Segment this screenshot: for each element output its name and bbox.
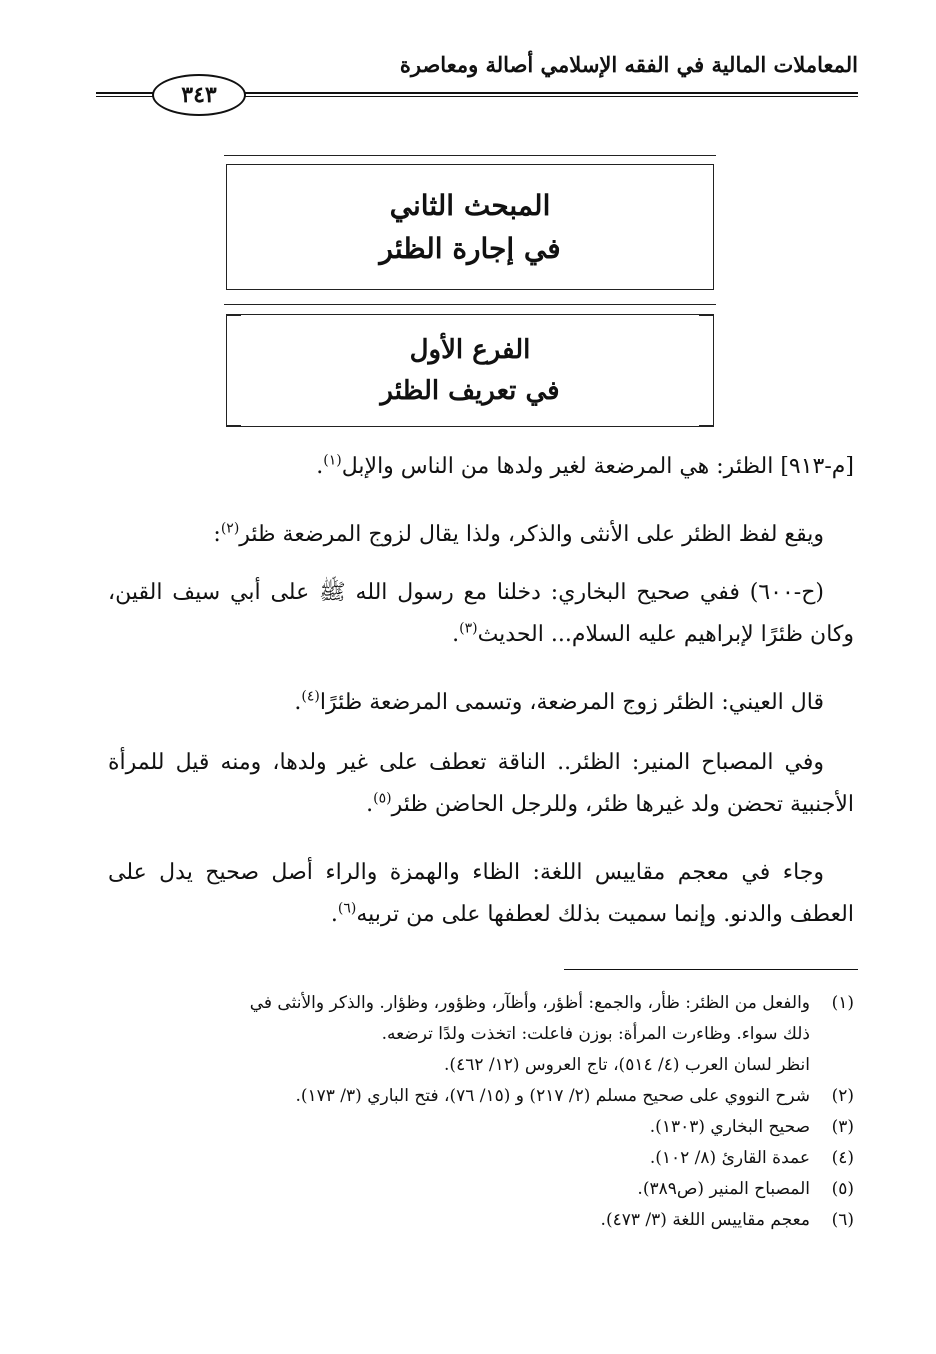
footnote-line: شرح النووي على صحيح مسلم (٢/ ٢١٧) و (١٥/ ٧٦)، فتح الباري (٣/ ١٧٣).	[295, 1086, 810, 1106]
chapter-title: المبحث الثاني	[389, 188, 551, 222]
paragraph-end: .	[316, 454, 324, 479]
paragraph-misbah	[108, 742, 854, 826]
footnote-number: (٤)	[831, 1148, 854, 1168]
paragraph-text: (ح-٦٠٠) ففي صحيح البخاري: دخلنا مع رسول الله ﷺ على أبي سيف القين، وكان ظئرًا لإبراهيم عليه السلام... الحديث	[108, 580, 854, 647]
footnote-ref: (١)	[323, 452, 342, 469]
paragraph-male-female	[108, 514, 854, 556]
paragraph-end: .	[366, 792, 374, 817]
footnote-5	[92, 1174, 854, 1205]
paragraph-definition	[108, 446, 854, 488]
footnotes	[92, 988, 854, 1236]
paragraph-end: .	[452, 622, 460, 647]
footnote-3	[92, 1112, 854, 1143]
footnote-line: انظر لسان العرب (٤/ ٥١٤)، تاج العروس (١٢/ ٤٦٢).	[444, 1055, 810, 1075]
footnote-ref: (٢)	[220, 520, 240, 537]
footnote-line: عمدة القارئ (٨/ ١٠٢).	[649, 1148, 810, 1168]
footnote-ref: (٣)	[459, 620, 478, 637]
footnote-1	[92, 988, 854, 1081]
footnote-2	[92, 1081, 854, 1112]
paragraph-text: وجاء في معجم مقاييس اللغة: الظاء والهمزة والراء أصل صحيح يدل على العطف والدنو. وإنما سميت بذلك لعطفها على من تربيه	[108, 860, 854, 927]
paragraph-text: ويقع لفظ الظئر على الأنثى والذكر، ولذا يقال لزوج المرضعة ظئر	[239, 522, 824, 547]
footnote-line: صحيح البخاري (١٣٠٣).	[649, 1117, 810, 1137]
paragraph-end: .	[330, 902, 338, 927]
section-subtitle: في تعريف الظئر	[380, 375, 560, 406]
footnote-number: (٦)	[831, 1210, 854, 1230]
paragraph-end: .	[294, 690, 302, 715]
paragraph-text: [م-٩١٣] الظئر: هي المرضعة لغير ولدها من الناس والإبل	[341, 454, 854, 479]
paragraph-hadith	[108, 572, 854, 656]
footnote-ref: (٦)	[337, 900, 357, 917]
chapter-box-top-rule	[224, 155, 716, 156]
footnote-separator	[564, 969, 858, 970]
footnote-number: (٢)	[831, 1086, 854, 1106]
section-title-box	[226, 314, 714, 427]
right-bracket	[699, 315, 714, 426]
footnote-4	[92, 1143, 854, 1174]
section-box-top-rule	[224, 304, 716, 305]
chapter-subtitle: في إجارة الظئر	[379, 232, 561, 265]
footnote-ref: (٥)	[373, 790, 392, 807]
section-title: الفرع الأول	[409, 335, 531, 366]
page-number: ٣٤٣	[152, 74, 246, 116]
footnote-line: ذلك سواء. وظاءرت المرأة: بوزن فاعلت: اتخذت ولدًا ترضعه.	[381, 1024, 810, 1044]
footnote-line: والفعل من الظئر: ظأر، والجمع: أظؤر، وأظآر، وظؤور، وظؤار. والذكر والأنثى في	[249, 993, 810, 1013]
paragraph-text: وفي المصباح المنير: الظئر.. الناقة تعطف على غير ولدها، ومنه قيل للمرأة الأجنبية تحضن ولد غيرها ظئر، وللرجل الحاضن ظئر	[108, 750, 854, 817]
paragraph-end: :	[213, 522, 221, 547]
footnote-number: (٣)	[831, 1117, 854, 1137]
running-title: المعاملات المالية في الفقه الإسلامي أصالة ومعاصرة	[399, 52, 858, 77]
footnote-6	[92, 1205, 854, 1236]
paragraph-text: قال العيني: الظئر زوج المرضعة، وتسمى المرضعة ظئرًا	[319, 690, 824, 715]
left-bracket	[226, 315, 241, 426]
footnote-number: (١)	[831, 993, 854, 1013]
footnote-line: معجم مقاييس اللغة (٣/ ٤٧٣).	[600, 1210, 810, 1230]
footnote-number: (٥)	[831, 1179, 854, 1199]
chapter-title-box	[226, 164, 714, 290]
footnote-ref: (٤)	[301, 688, 320, 705]
footnote-line: المصباح المنير (ص٣٨٩).	[637, 1179, 810, 1199]
paragraph-aini	[108, 682, 854, 724]
paragraph-maqayis	[108, 852, 854, 936]
